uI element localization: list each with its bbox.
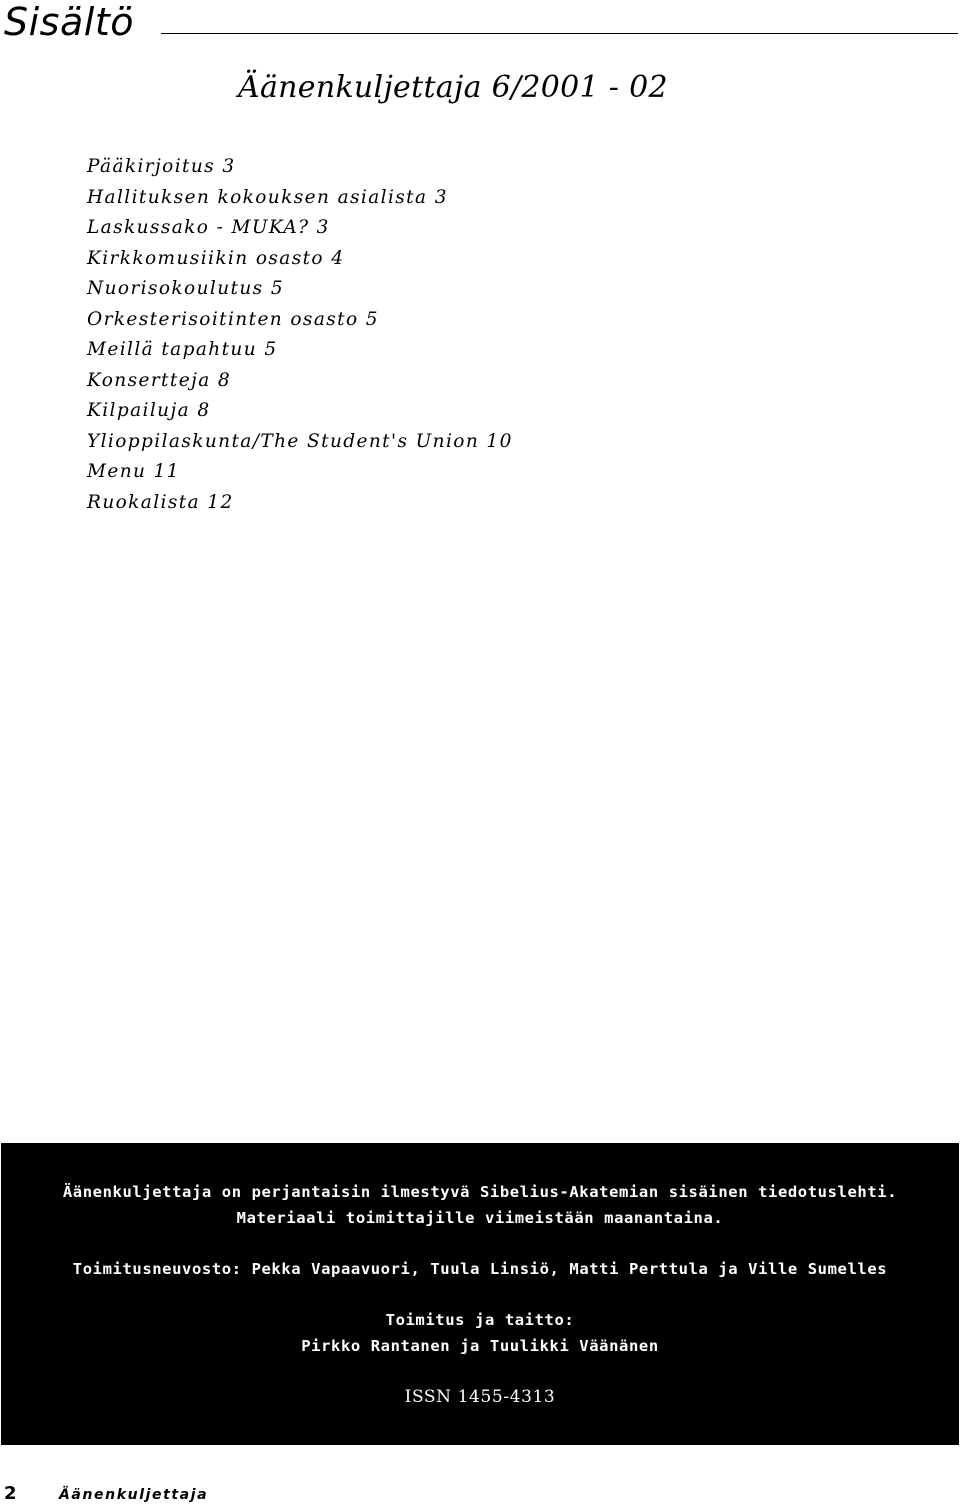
header-rule <box>161 33 958 34</box>
table-of-contents <box>87 152 513 518</box>
publication-info-box <box>1 1143 959 1445</box>
editors-names: Pirkko Rantanen ja Tuulikki Väänänen <box>301 1337 659 1355</box>
toc-item: Ruokalista 12 <box>87 491 234 513</box>
toc-item: Kilpailuja 8 <box>87 400 211 421</box>
toc-item: Konsertteja 8 <box>87 369 232 391</box>
page-title: Sisältö <box>4 0 134 44</box>
issn-number: ISSN 1455-4313 <box>404 1387 556 1407</box>
toc-item: Pääkirjoitus 3 <box>87 156 236 177</box>
publication-description: Äänenkuljettaja on perjantaisin ilmestyvä Sibelius-Akatemian sisäinen tiedotuslehti. <box>62 1183 898 1201</box>
toc-item: Ylioppilaskunta/The Student's Union 10 <box>87 430 513 452</box>
toc-item: Menu 11 <box>87 461 180 482</box>
toc-item: Nuorisokoulutus 5 <box>87 278 285 299</box>
page-number: 2 <box>4 1483 17 1504</box>
toc-item: Hallituksen kokouksen asialista 3 <box>87 186 448 208</box>
page-footer <box>0 1480 960 1507</box>
issue-title: Äänenkuljettaja 6/2001 - 02 <box>238 70 668 105</box>
submission-deadline: Materiaali toimittajille viimeistään maanantaina. <box>236 1209 724 1227</box>
publication-name: Äänenkuljettaja <box>59 1487 209 1503</box>
toc-item: Orkesterisoitinten osasto 5 <box>87 308 379 330</box>
page-header <box>0 0 960 48</box>
toc-item: Kirkkomusiikin osasto 4 <box>87 247 345 269</box>
editing-layout-heading: Toimitus ja taitto: <box>385 1311 575 1329</box>
toc-item: Laskussako - MUKA? 3 <box>87 217 330 238</box>
toc-item: Meillä tapahtuu 5 <box>87 339 278 360</box>
editorial-board: Toimitusneuvosto: Pekka Vapaavuori, Tuula Linsiö, Matti Perttula ja Ville Sumelles <box>72 1260 888 1278</box>
